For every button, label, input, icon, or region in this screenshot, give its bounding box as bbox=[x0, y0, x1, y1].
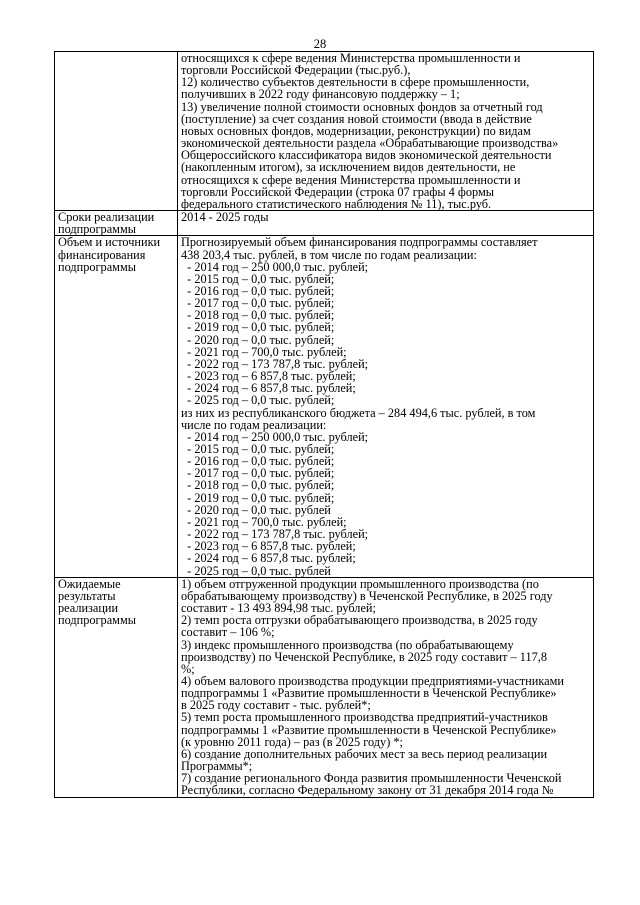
row-content-cell bbox=[178, 236, 594, 577]
content-line: - 2023 год – 6 857,8 тыс. рублей; bbox=[181, 539, 356, 554]
content-line: - 2018 год – 0,0 тыс. рублей; bbox=[181, 478, 335, 493]
content-line: - 2024 год – 6 857,8 тыс. рублей; bbox=[181, 551, 356, 566]
content-line: - 2023 год – 6 857,8 тыс. рублей; bbox=[181, 369, 356, 384]
label-line: реализации bbox=[58, 601, 119, 616]
row-content-cell bbox=[178, 577, 594, 797]
label-line: Сроки реализации bbox=[58, 210, 155, 225]
content-line: торговли Российской Федерации (тыс.руб.), bbox=[181, 63, 411, 78]
content-line: - 2019 год – 0,0 тыс. рублей; bbox=[181, 320, 335, 335]
content-line: числе по годам реализации: bbox=[181, 417, 327, 432]
content-line: - 2019 год – 0,0 тыс. рублей; bbox=[181, 490, 335, 505]
content-line: обрабатывающему производству) в Чеченской Республике, в 2025 году bbox=[181, 588, 553, 603]
content-line: 4) объем валового производства продукции предприятиями-участниками bbox=[181, 673, 564, 688]
row-content-cell bbox=[178, 211, 594, 236]
content-line: - 2018 год – 0,0 тыс. рублей; bbox=[181, 308, 335, 323]
content-line: - 2016 год – 0,0 тыс. рублей; bbox=[181, 454, 335, 469]
content-line: %; bbox=[181, 661, 195, 676]
label-line: Объем и источники bbox=[58, 235, 161, 250]
content-line: торговли Российской Федерации (строка 07 графы 4 формы bbox=[181, 184, 495, 199]
subprogram-passport-table bbox=[54, 51, 594, 798]
content-line: 6) создание дополнительных рабочих мест за весь период реализации bbox=[181, 746, 548, 761]
indicators-continued-row bbox=[55, 52, 594, 211]
content-line: 438 203,4 тыс. рублей, в том числе по годам реализации: bbox=[181, 247, 477, 262]
content-line: Программы*; bbox=[181, 759, 253, 774]
content-line: экономической деятельности раздела «Обрабатывающие производства» bbox=[181, 136, 559, 151]
content-line: - 2016 год – 0,0 тыс. рублей; bbox=[181, 283, 335, 298]
content-line: - 2020 год – 0,0 тыс. рублей; bbox=[181, 332, 335, 347]
content-line: относящихся к сфере ведения Министерства промышленности и bbox=[181, 51, 521, 65]
content-line: составит - 13 493 894,98 тыс. рублей; bbox=[181, 601, 376, 616]
content-line: - 2015 год – 0,0 тыс. рублей; bbox=[181, 442, 335, 456]
label-line: подпрограммы bbox=[58, 259, 136, 274]
content-line: - 2021 год – 700,0 тыс. рублей; bbox=[181, 514, 347, 529]
content-line: - 2024 год – 6 857,8 тыс. рублей; bbox=[181, 381, 356, 396]
content-line: - 2017 год – 0,0 тыс. рублей; bbox=[181, 296, 335, 311]
financing-row bbox=[55, 236, 594, 577]
content-line: - 2025 год – 0,0 тыс. рублей bbox=[181, 563, 331, 578]
content-line: - 2015 год – 0,0 тыс. рублей; bbox=[181, 271, 335, 286]
content-line: 12) количество субъектов деятельности в сфере промышленности, bbox=[181, 75, 530, 90]
row-label-cell bbox=[55, 577, 178, 797]
content-line: 1) объем отгруженной продукции промышленного производства (по bbox=[181, 576, 539, 591]
label-line: результаты bbox=[58, 588, 116, 603]
content-line: из них из республиканского бюджета – 284 494,6 тыс. рублей, в том bbox=[181, 405, 536, 420]
content-line: производству) по Чеченской Республике, в 2025 году составит – 117,8 bbox=[181, 649, 547, 664]
content-line: - 2022 год – 173 787,8 тыс. рублей; bbox=[181, 356, 369, 371]
row-label-cell bbox=[55, 52, 178, 211]
content-line: - 2014 год – 250 000,0 тыс. рублей; bbox=[181, 259, 369, 274]
label-line: финансирования bbox=[58, 247, 146, 262]
content-line: - 2020 год – 0,0 тыс. рублей bbox=[181, 502, 331, 517]
label-line: подпрограммы bbox=[58, 613, 136, 628]
content-line: подпрограммы 1 «Развитие промышленности в Чеченской Республике» bbox=[181, 722, 557, 737]
row-label-cell bbox=[55, 236, 178, 577]
content-line: получивших в 2022 году финансовую поддержку – 1; bbox=[181, 87, 460, 102]
content-line: 2014 - 2025 годы bbox=[181, 210, 269, 225]
content-line: в 2025 году составит - тыс. рублей*; bbox=[181, 698, 371, 713]
content-line: (накопленным итогом), за исключением видов деятельности, не bbox=[181, 160, 516, 175]
content-line: Общероссийского классификатора видов экономической деятельности bbox=[181, 148, 552, 163]
page-number: 28 bbox=[313, 37, 327, 51]
implementation-period-row bbox=[55, 211, 594, 236]
expected-results-row bbox=[55, 577, 594, 797]
content-line: 13) увеличение полной стоимости основных фондов за отчетный год bbox=[181, 99, 543, 114]
content-line: новых основных фондов, модернизации, реконструкции) по видам bbox=[181, 123, 531, 138]
label-line: Ожидаемые bbox=[58, 576, 121, 591]
content-line: 7) создание регионального Фонда развития промышленности Чеченской bbox=[181, 771, 562, 786]
content-line: Прогнозируемый объем финансирования подпрограммы составляет bbox=[181, 235, 538, 250]
content-line: (к уровню 2011 года) – раз (в 2025 году) *; bbox=[181, 734, 403, 749]
content-line: относящихся к сфере ведения Министерства промышленности и bbox=[181, 172, 521, 187]
label-line: подпрограммы bbox=[58, 222, 136, 237]
content-line: - 2021 год – 700,0 тыс. рублей; bbox=[181, 344, 347, 359]
content-line: - 2017 год – 0,0 тыс. рублей; bbox=[181, 466, 335, 481]
content-line: - 2025 год – 0,0 тыс. рублей; bbox=[181, 393, 335, 408]
content-line: (поступление) за счет создания новой стоимости (ввода в действие bbox=[181, 111, 532, 126]
content-line: 2) темп роста отгрузки обрабатывающего производства, в 2025 году bbox=[181, 613, 538, 628]
content-line: федерального статистического наблюдения № 11), тыс.руб. bbox=[181, 196, 492, 211]
content-line: составит – 106 %; bbox=[181, 625, 275, 640]
content-line: - 2022 год – 173 787,8 тыс. рублей; bbox=[181, 527, 369, 542]
content-line: 5) темп роста промышленного производства предприятий-участников bbox=[181, 710, 548, 725]
content-line: - 2014 год – 250 000,0 тыс. рублей; bbox=[181, 429, 369, 444]
content-line: Республики, согласно Федеральному закону от 31 декабря 2014 года № bbox=[181, 783, 554, 798]
row-content-cell bbox=[178, 52, 594, 211]
row-label-cell bbox=[55, 211, 178, 236]
content-line: 3) индекс промышленного производства (по обрабатывающему bbox=[181, 637, 514, 652]
content-line: подпрограммы 1 «Развитие промышленности в Чеченской Республике» bbox=[181, 686, 557, 701]
